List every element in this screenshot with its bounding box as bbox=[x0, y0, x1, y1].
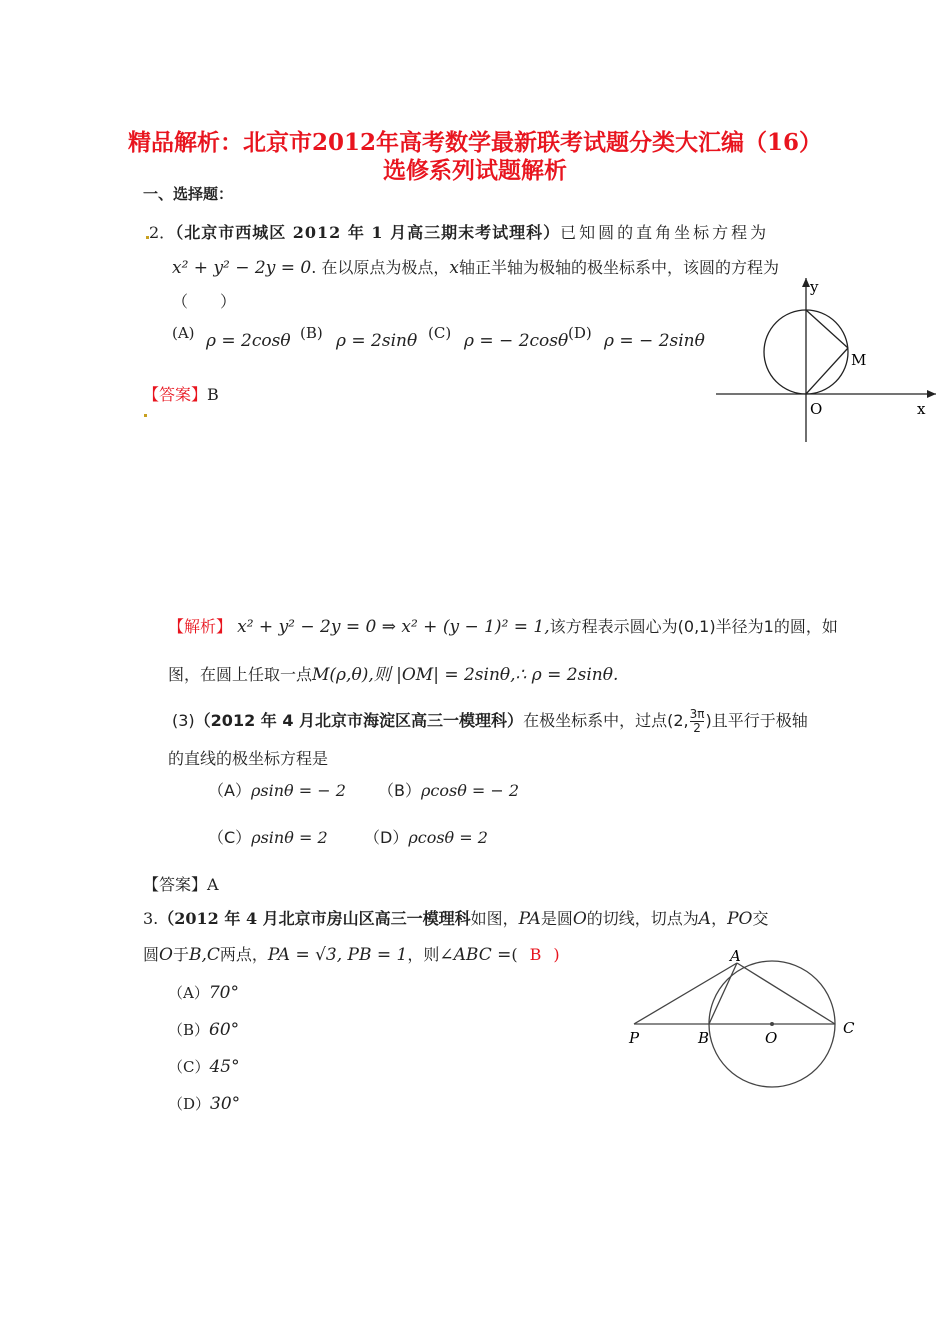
q3b-option-b-value: 60° bbox=[209, 1020, 240, 1040]
q3a-option-c bbox=[208, 825, 328, 848]
q3a-point: (2, $\frac{3\pi}{2}$ ) bbox=[667, 707, 712, 735]
q3a-option-d bbox=[364, 825, 488, 848]
q3a-option-a-label: （A） bbox=[208, 781, 251, 800]
chord-ac bbox=[737, 963, 835, 1024]
q3a-option-d-expr: ρcosθ = 2 bbox=[408, 828, 488, 847]
analysis-line1 bbox=[168, 614, 838, 637]
q3a-option-b-label: （B） bbox=[378, 781, 421, 800]
q3a-point-den: 2 bbox=[693, 721, 701, 735]
q2-figure bbox=[710, 270, 940, 450]
analysis-tag: 【解析】 bbox=[168, 617, 233, 636]
q3b-stem-c: 的切线，切点为 bbox=[586, 909, 699, 928]
q3b-stem-d: ， bbox=[711, 909, 728, 928]
q3b-paren-close: ) bbox=[553, 945, 560, 964]
q2-option-b: ρ = 2sinθ bbox=[336, 331, 418, 351]
q2-options bbox=[172, 324, 712, 354]
q3b-angle: ∠ABC = bbox=[439, 945, 512, 965]
q2-stem: 已知圆的直角坐标方程为 bbox=[560, 223, 770, 242]
q3b-option-b bbox=[168, 1019, 239, 1040]
marker-dot bbox=[144, 414, 147, 417]
q3b-po: PO bbox=[727, 909, 753, 929]
q3a-point-num: 3π bbox=[689, 707, 705, 721]
q3b-option-c-label: （C） bbox=[168, 1058, 210, 1076]
q3a-stem-b: 且平行于极轴 bbox=[711, 711, 808, 730]
q3b-a: A bbox=[698, 909, 712, 929]
analysis-line2 bbox=[168, 660, 618, 685]
q2-source: （北京市西城区 2012 年 1 月高三期末考试理科） bbox=[175, 223, 561, 242]
q3b-line2-a: 圆 bbox=[143, 945, 160, 964]
analysis-radius: 1 bbox=[763, 617, 774, 636]
q3a-line1 bbox=[172, 708, 808, 735]
analysis-text: 该方程表示圆心为 bbox=[549, 617, 678, 636]
q2-number: 2． bbox=[149, 223, 176, 242]
q3a-option-b-expr: ρcosθ = − 2 bbox=[420, 781, 520, 800]
q2-option-c-label: (C) bbox=[428, 324, 452, 342]
fig-label-b: B bbox=[698, 1029, 710, 1047]
label-m: M bbox=[851, 351, 867, 369]
analysis-equation: x² + y² − 2y = 0 ⇒ x² + (y − 1)² = 1, bbox=[237, 617, 550, 637]
q3b-option-a bbox=[168, 982, 239, 1003]
fig-label-p: P bbox=[629, 1029, 640, 1047]
analysis-line2-math: M(ρ,θ),则 |OM| = 2sinθ,∴ ρ = 2sinθ. bbox=[312, 665, 619, 685]
q3a-option-c-label: （C） bbox=[208, 828, 252, 847]
analysis-center: (0,1) bbox=[677, 617, 716, 636]
label-x: x bbox=[917, 400, 926, 418]
q3b-figure bbox=[620, 945, 870, 1095]
y-axis-arrow bbox=[802, 278, 810, 287]
fig-label-c: C bbox=[843, 1019, 855, 1037]
analysis-tail: 的圆，如 bbox=[773, 617, 838, 636]
q3a-answer-value: A bbox=[207, 875, 219, 894]
q3a-stem-a: 在极坐标系中，过点 bbox=[523, 711, 668, 730]
center-point bbox=[770, 1022, 774, 1026]
q3a-option-a-expr: ρsinθ = − 2 bbox=[250, 781, 346, 800]
q3a-option-c-expr: ρsinθ = 2 bbox=[251, 828, 328, 847]
q2-option-b-label: (B) bbox=[300, 324, 323, 342]
q3a-line2: 的直线的极坐标方程是 bbox=[168, 749, 329, 768]
q3b-option-d-label: （D） bbox=[168, 1095, 211, 1113]
q3b-source: （2012 年 4 月北京市房山区高三一模理科 bbox=[158, 909, 471, 928]
q3b-given: PA = √3, PB = 1 bbox=[267, 945, 408, 965]
q3b-stem-b: 是圆 bbox=[540, 909, 573, 928]
q3b-line2-b: 于 bbox=[172, 945, 189, 964]
q2-answer-value: B bbox=[207, 385, 219, 404]
q3b-o: O bbox=[572, 909, 587, 929]
section-heading: 一、选择题： bbox=[143, 185, 234, 203]
label-y: y bbox=[810, 278, 819, 296]
page-title: 精品解析：北京市2012年高考数学最新联考试题分类大汇编（16） bbox=[127, 129, 823, 156]
chord-om bbox=[806, 348, 848, 394]
tangent-pa bbox=[634, 963, 737, 1024]
analysis-line2-text: 图，在圆上任取一点 bbox=[168, 665, 313, 684]
q2-option-d-label: (D) bbox=[568, 324, 592, 342]
q3b-option-a-label: （A） bbox=[168, 984, 209, 1002]
q3a-answer bbox=[143, 872, 219, 895]
q3b-option-d bbox=[168, 1093, 240, 1114]
fig-label-o: O bbox=[765, 1029, 778, 1047]
q3a-option-d-label: （D） bbox=[364, 828, 409, 847]
q3b-line1 bbox=[143, 906, 769, 929]
q2-answer-tag: 【答案】 bbox=[143, 385, 208, 404]
q2-option-a-label: (A) bbox=[172, 324, 195, 342]
q3b-answer: B bbox=[529, 945, 542, 964]
q3b-o2: O bbox=[159, 945, 173, 965]
q2-stem-d: 轴正半轴为极轴的极坐标系中，该圆的方程为 bbox=[459, 258, 780, 277]
q2-line2 bbox=[172, 255, 779, 278]
q3b-option-c bbox=[168, 1056, 240, 1077]
q3b-option-d-value: 30° bbox=[210, 1094, 241, 1114]
q2-option-d: ρ = − 2sinθ bbox=[604, 331, 705, 351]
q3b-bc: B,C bbox=[188, 945, 220, 965]
q3b-paren-open: ( bbox=[511, 945, 518, 964]
label-o: O bbox=[810, 400, 823, 418]
page-subtitle: 选修系列试题解析 bbox=[383, 157, 567, 184]
x-axis-arrow bbox=[927, 390, 936, 398]
q3b-option-c-value: 45° bbox=[209, 1057, 240, 1077]
q3b-stem-e: 交 bbox=[752, 909, 769, 928]
q2-option-c: ρ = − 2cosθ bbox=[464, 331, 569, 351]
q3b-number: 3. bbox=[143, 909, 159, 928]
q2-blank: （ ） bbox=[172, 292, 237, 311]
q3b-line2-c: 两点， bbox=[219, 945, 268, 964]
q2-stem-b: . 在以原点为极点， bbox=[311, 258, 450, 277]
q3b-line2 bbox=[143, 942, 560, 965]
analysis-radius-text: 半径为 bbox=[715, 617, 764, 636]
q3b-option-a-value: 70° bbox=[208, 983, 239, 1003]
q3b-option-b-label: （B） bbox=[168, 1021, 210, 1039]
q3a-number: (3) bbox=[172, 711, 195, 730]
q2-equation: x² + y² − 2y = 0 bbox=[172, 258, 312, 278]
fig-label-a: A bbox=[730, 947, 741, 965]
q2-x: x bbox=[449, 258, 459, 278]
q2-line1 bbox=[149, 220, 769, 243]
q3a-option-b bbox=[378, 778, 519, 801]
q2-answer bbox=[143, 382, 219, 405]
q3a-answer-tag: 【答案】 bbox=[143, 875, 208, 894]
q3b-pa: PA bbox=[518, 909, 541, 929]
q3a-source: （2012 年 4 月北京市海淀区高三一模理科） bbox=[194, 711, 524, 730]
q3b-line2-d: ，则 bbox=[407, 945, 440, 964]
q3b-stem-a: 如图， bbox=[470, 909, 519, 928]
q3a-option-a bbox=[208, 778, 346, 801]
chord-ab bbox=[709, 963, 737, 1024]
q2-option-a: ρ = 2cosθ bbox=[206, 331, 291, 351]
